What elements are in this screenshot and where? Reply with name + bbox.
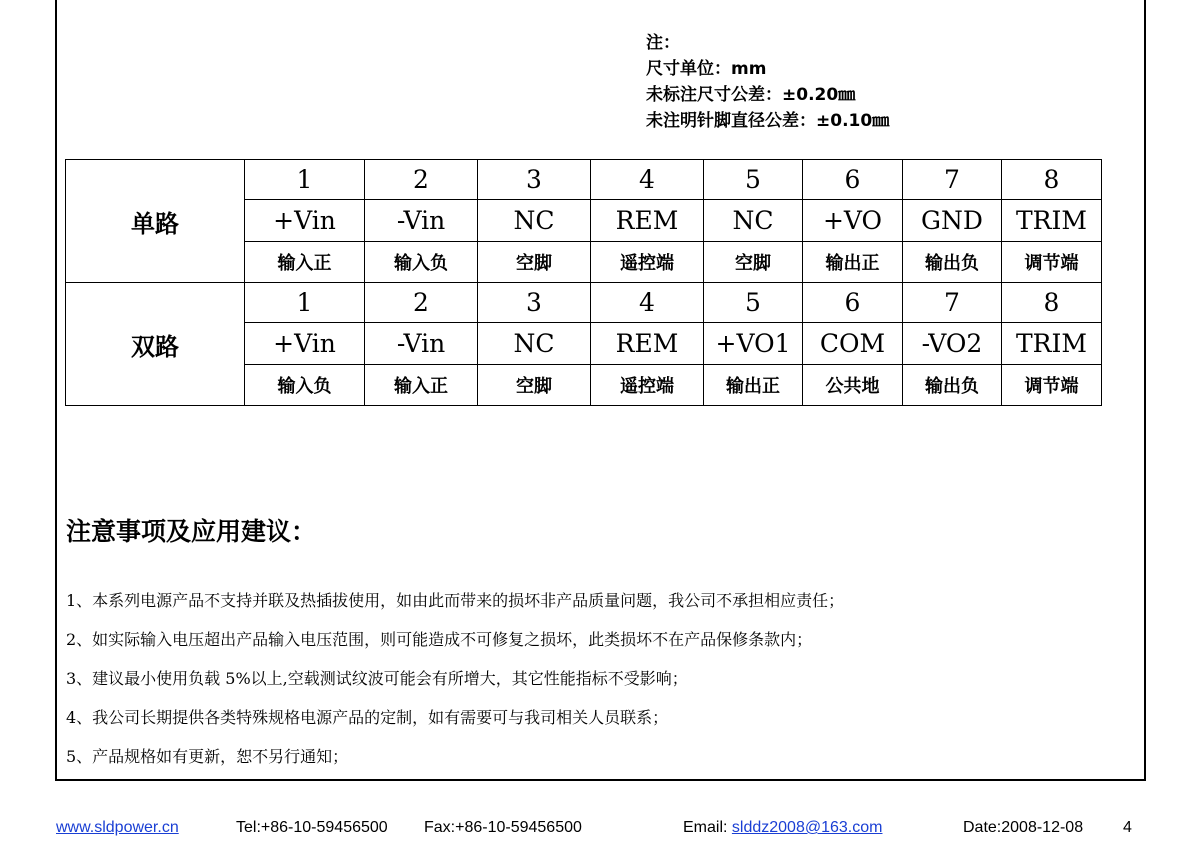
advice-item: 3、建议最小使用负载 5%以上,空载测试纹波可能会有所增大，其它性能指标不受影响； — [66, 669, 688, 688]
single-number-row — [66, 160, 1102, 200]
pin-signal: TRIM — [1002, 200, 1102, 242]
advice-list — [66, 586, 844, 781]
dual-output-label: 双路 — [66, 283, 245, 406]
pin-description: 公共地 — [803, 365, 903, 406]
advice-title: 注意事项及应用建议： — [66, 517, 317, 546]
pin-number: 7 — [903, 160, 1002, 200]
pin-description: 输出正 — [704, 365, 803, 406]
pin-number: 5 — [704, 160, 803, 200]
pin-number: 7 — [903, 283, 1002, 323]
footer-fax: Fax:+86-10-59456500 — [424, 819, 582, 836]
pin-description: 输出正 — [803, 242, 903, 283]
footer-date: Date:2008-12-08 — [963, 819, 1084, 836]
dimension-notes — [646, 30, 889, 134]
pin-signal: +Vin — [245, 200, 365, 242]
notes-heading: 注： — [646, 33, 680, 53]
advice-item: 2、如实际输入电压超出产品输入电压范围，则可能造成不可修复之损坏，此类损坏不在产品保修条款内； — [66, 630, 813, 649]
pin-number: 8 — [1002, 283, 1102, 323]
pin-description: 输入负 — [365, 242, 478, 283]
notes-tolerance: 未标注尺寸公差：±0.20㎜ — [646, 85, 856, 105]
pin-description: 输入负 — [245, 365, 365, 406]
pin-description: 调节端 — [1002, 242, 1102, 283]
pin-description: 空脚 — [478, 242, 591, 283]
pin-number: 2 — [365, 160, 478, 200]
notes-unit: 尺寸单位：mm — [646, 59, 767, 79]
pin-description: 遥控端 — [591, 365, 704, 406]
pin-signal: -Vin — [365, 323, 478, 365]
pin-description: 空脚 — [478, 365, 591, 406]
footer-email — [683, 819, 882, 837]
pin-signal: +Vin — [245, 323, 365, 365]
pin-signal: TRIM — [1002, 323, 1102, 365]
pin-signal: REM — [591, 323, 704, 365]
page-footer — [0, 819, 1191, 841]
pin-description: 输出负 — [903, 242, 1002, 283]
pin-signal: GND — [903, 200, 1002, 242]
pin-signal: REM — [591, 200, 704, 242]
advice-item: 1、本系列电源产品不支持并联及热插拔使用，如由此而带来的损坏非产品质量问题，我公司不承担相应责任； — [66, 591, 845, 610]
pin-number: 1 — [245, 283, 365, 323]
pin-description: 输入正 — [245, 242, 365, 283]
pin-number: 3 — [478, 160, 591, 200]
pin-signal: COM — [803, 323, 903, 365]
pin-signal: -VO2 — [903, 323, 1002, 365]
pin-definition-table — [65, 159, 1102, 406]
pin-description: 调节端 — [1002, 365, 1102, 406]
pin-number: 3 — [478, 283, 591, 323]
pin-signal: -Vin — [365, 200, 478, 242]
pin-number: 4 — [591, 160, 704, 200]
pin-description: 输出负 — [903, 365, 1002, 406]
advice-item: 4、我公司长期提供各类特殊规格电源产品的定制，如有需要可与我司相关人员联系； — [66, 708, 669, 727]
pin-description: 空脚 — [704, 242, 803, 283]
pin-number: 6 — [803, 283, 903, 323]
footer-tel: Tel:+86-10-59456500 — [236, 819, 388, 836]
pin-number: 5 — [704, 283, 803, 323]
pin-signal: +VO1 — [704, 323, 803, 365]
dual-number-row — [66, 283, 1102, 323]
pin-number: 6 — [803, 160, 903, 200]
pin-signal: NC — [478, 323, 591, 365]
website-link[interactable]: www.sldpower.cn — [56, 819, 179, 836]
pin-signal: NC — [478, 200, 591, 242]
email-link[interactable]: slddz2008@163.com — [731, 819, 883, 836]
pin-description: 遥控端 — [591, 242, 704, 283]
notes-pin-tolerance: 未注明针脚直径公差：±0.10㎜ — [646, 111, 890, 131]
pin-signal: NC — [704, 200, 803, 242]
pin-number: 1 — [245, 160, 365, 200]
pin-signal: +VO — [803, 200, 903, 242]
pin-number: 2 — [365, 283, 478, 323]
pin-number: 4 — [591, 283, 704, 323]
single-output-label: 单路 — [66, 160, 245, 283]
page-number: 4 — [1123, 819, 1132, 836]
pin-number: 8 — [1002, 160, 1102, 200]
pin-description: 输入正 — [365, 365, 478, 406]
advice-item: 5、产品规格如有更新，恕不另行通知； — [66, 747, 349, 766]
email-label: Email: — [683, 819, 732, 836]
